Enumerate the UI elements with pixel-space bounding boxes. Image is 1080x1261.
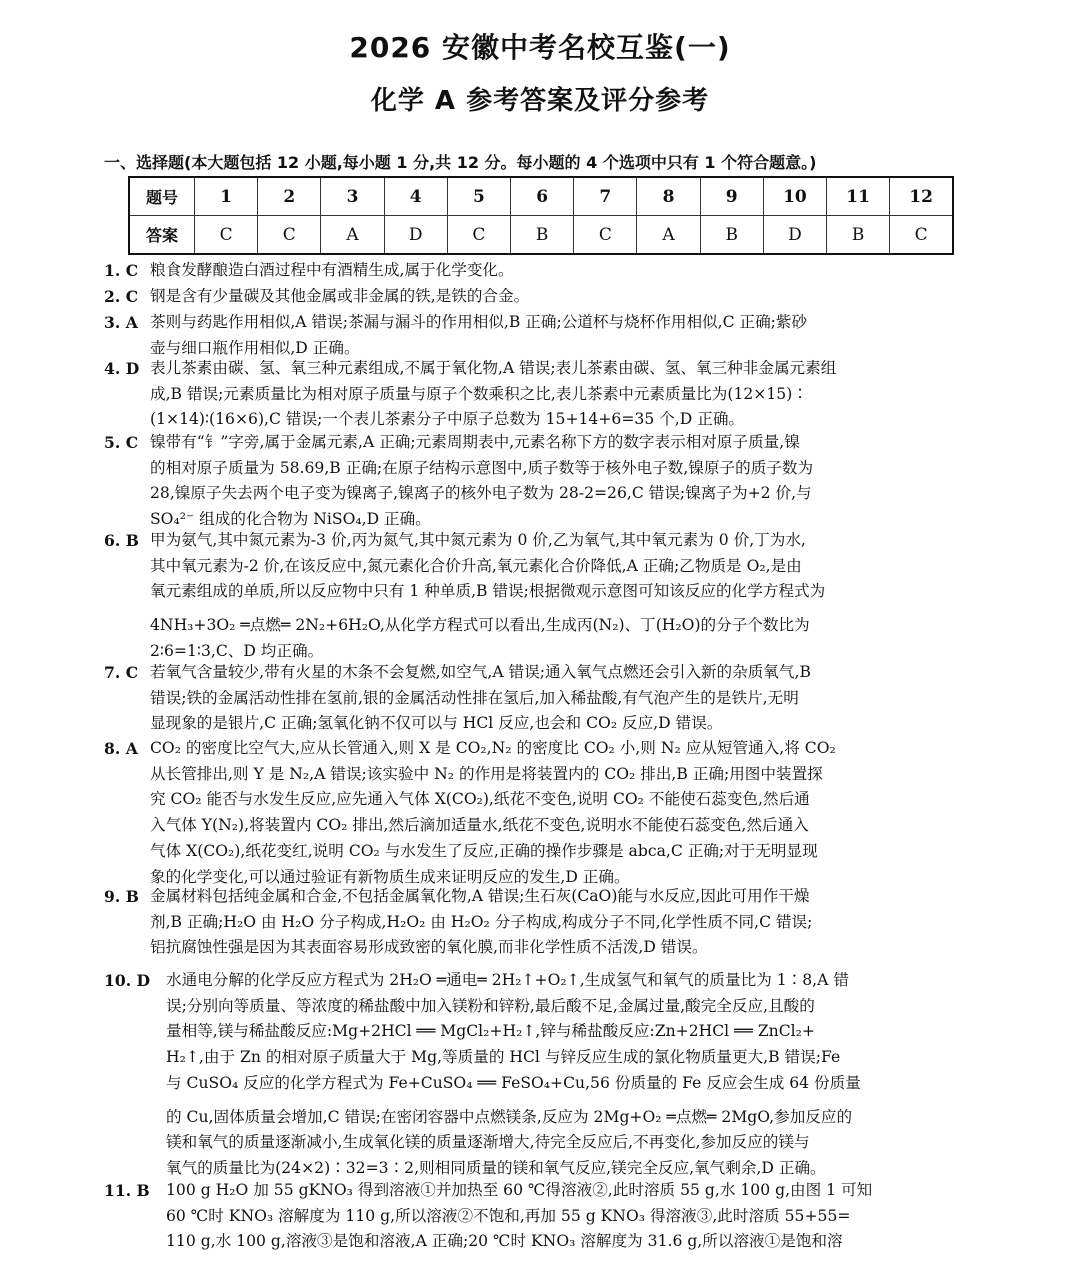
explanation-line: 28,镍原子失去两个电子变为镍离子,镍离子的核外电子数为 28-2=26,C 错误;镍离子为+2 价,与	[150, 484, 812, 503]
answer-cell: D	[384, 216, 447, 255]
question-number: 1	[195, 177, 258, 216]
question-number: 2	[258, 177, 321, 216]
explanation-number: 5. C	[104, 433, 139, 452]
explanation-line: 甲为氨气,其中氮元素为-3 价,丙为氮气,其中氮元素为 0 价,乙为氧气,其中氧元素为 0 价,丁为水,	[150, 531, 806, 549]
answer-cell: B	[827, 216, 890, 255]
explanation-line: 水通电分解的化学反应方程式为 2H₂O ═通电═ 2H₂↑+O₂↑,生成氢气和氧气的质量比为 1∶8,A 错	[166, 971, 849, 989]
explanation-line: 误;分别向等质量、等浓度的稀盐酸中加入镁粉和锌粉,最后酸不足,金属过量,酸完全反应,且酸的	[166, 996, 815, 1015]
explanation-line: 壶与细口瓶作用相似,D 正确。	[150, 338, 360, 357]
explanation-line: 氧元素组成的单质,所以反应物中只有 1 种单质,B 错误;根据微观示意图可知该反应的化学方程式为	[150, 582, 826, 601]
question-number: 12	[890, 177, 953, 216]
explanation-number: 3. A	[104, 313, 138, 332]
answer-cell: C	[258, 216, 321, 255]
answer-cell: B	[511, 216, 574, 255]
explanation-number: 2. C	[104, 287, 139, 306]
explanation-line: 氧气的质量比为(24×2)∶32=3∶2,则相同质量的镁和氧气反应,镁完全反应,氧气剩余,D 正确。	[166, 1158, 826, 1177]
explanation-line: 象的化学变化,可以通过验证有新物质生成来证明反应的发生,D 正确。	[150, 867, 630, 886]
document-subtitle: 化学 A 参考答案及评分参考	[370, 86, 710, 116]
explanation-line: 粮食发酵酿造白酒过程中有酒精生成,属于化学变化。	[150, 261, 514, 279]
explanation-line: 100 g H₂O 加 55 gKNO₃ 得到溶液①并加热至 60 ℃得溶液②,此时溶质 55 g,水 100 g,由图 1 可知	[166, 1181, 873, 1199]
question-number: 9	[700, 177, 763, 216]
explanation-line: 其中氧元素为-2 价,在该反应中,氮元素化合价升高,氧元素化合价降低,A 正确;乙物质是 O₂,是由	[150, 556, 802, 575]
answer-cell: C	[195, 216, 258, 255]
answer-cell: C	[447, 216, 510, 255]
explanation-number: 7. C	[104, 663, 139, 682]
question-number: 11	[827, 177, 890, 216]
explanation-line: (1×14)∶(16×6),C 错误;一个表儿茶素分子中原子总数为 15+14+6=35 个,D 正确。	[150, 410, 745, 429]
question-number: 3	[321, 177, 384, 216]
question-number: 7	[574, 177, 637, 216]
explanation-line: 错误;铁的金属活动性排在氢前,银的金属活动性排在氢后,加入稀盐酸,有气泡产生的是铁片,无明	[150, 688, 799, 707]
explanation-number: 1. C	[104, 261, 139, 280]
answer-cell: D	[763, 216, 826, 255]
answer-cell: C	[574, 216, 637, 255]
explanation-line: H₂↑,由于 Zn 的相对原子质量大于 Mg,等质量的 HCl 与锌反应生成的氯化物质量更大,B 错误;Fe	[166, 1048, 841, 1067]
explanation-number: 10. D	[104, 971, 151, 990]
explanation-line: 2∶6=1∶3,C、D 均正确。	[150, 641, 324, 660]
explanation-number: 11. B	[104, 1181, 150, 1200]
explanation-line: 与 CuSO₄ 反应的化学方程式为 Fe+CuSO₄ ══ FeSO₄+Cu,56 份质量的 Fe 反应会生成 64 份质量	[166, 1073, 861, 1092]
row-label-number: 题号	[129, 177, 195, 216]
explanation-line: 量相等,镁与稀盐酸反应:Mg+2HCl ══ MgCl₂+H₂↑,锌与稀盐酸反应:Zn+2HCl ══ ZnCl₂+	[166, 1022, 815, 1041]
explanation-line: 镍带有“钅”字旁,属于金属元素,A 正确;元素周期表中,元素名称下方的数字表示相对原子质量,镍	[150, 433, 800, 451]
explanation-line: 剂,B 正确;H₂O 由 H₂O 分子构成,H₂O₂ 由 H₂O₂ 分子构成,构成分子不同,化学性质不同,C 错误;	[150, 912, 813, 931]
explanation-line: 金属材料包括纯金属和合金,不包括金属氧化物,A 错误;生石灰(CaO)能与水反应,因此可用作干燥	[150, 887, 810, 905]
explanation-number: 8. A	[104, 739, 138, 758]
row-label-answer: 答案	[129, 216, 195, 255]
explanation-line: 究 CO₂ 能否与水发生反应,应先通入气体 X(CO₂),纸花不变色,说明 CO₂ 不能使石蕊变色,然后通	[150, 790, 810, 809]
answer-cell: B	[700, 216, 763, 255]
explanation-line: 入气体 Y(N₂),将装置内 CO₂ 排出,然后滴加适量水,纸花不变色,说明水不能使石蕊变色,然后通入	[150, 816, 809, 835]
explanation-line: 茶则与药匙作用相似,A 错误;茶漏与漏斗的作用相似,B 正确;公道杯与烧杯作用相似,C 正确;紫砂	[150, 313, 808, 331]
answer-table-answer-row	[129, 216, 953, 255]
explanation-number: 6. B	[104, 531, 139, 550]
explanation-line: 4NH₃+3O₂ ═点燃═ 2N₂+6H₂O,从化学方程式可以看出,生成丙(N₂)、丁(H₂O)的分子个数比为	[150, 616, 810, 635]
question-number: 5	[447, 177, 510, 216]
explanation-line: 表儿茶素由碳、氢、氧三种元素组成,不属于氧化物,A 错误;表儿茶素由碳、氢、氧三种非金属元素组	[150, 359, 837, 377]
question-number: 4	[384, 177, 447, 216]
explanation-line: 气体 X(CO₂),纸花变红,说明 CO₂ 与水发生了反应,正确的操作步骤是 abca,C 正确;对于无明显现	[150, 841, 818, 860]
explanation-line: 的 Cu,固体质量会增加,C 错误;在密闭容器中点燃镁条,反应为 2Mg+O₂ ═点燃═ 2MgO,参加反应的	[166, 1107, 853, 1126]
answer-table	[128, 176, 954, 255]
explanation-line: 显现象的是银片,C 正确;氢氧化钠不仅可以与 HCl 反应,也会和 CO₂ 反应,D 错误。	[150, 714, 723, 733]
explanation-line: 若氧气含量较少,带有火星的木条不会复燃,如空气,A 错误;通入氧气点燃还会引入新的杂质氧气,B	[150, 663, 811, 681]
explanation-number: 4. D	[104, 359, 140, 378]
explanation-line: 从长管排出,则 Y 是 N₂,A 错误;该实验中 N₂ 的作用是将装置内的 CO₂ 排出,B 正确;用图中装置探	[150, 764, 823, 783]
question-number: 10	[763, 177, 826, 216]
explanation-line: 成,B 错误;元素质量比为相对原子质量与原子个数乘积之比,表儿茶素中元素质量比为(12×15)∶	[150, 384, 808, 403]
section-heading: 一、选择题(本大题包括 12 小题,每小题 1 分,共 12 分。每小题的 4 个选项中只有 1 个符合题意。)	[104, 153, 817, 172]
explanation-number: 9. B	[104, 887, 139, 906]
question-number: 8	[637, 177, 700, 216]
explanation-line: 的相对原子质量为 58.69,B 正确;在原子结构示意图中,质子数等于核外电子数,镍原子的质子数为	[150, 458, 814, 477]
answer-table-number-row	[129, 177, 953, 216]
explanation-line: 铝抗腐蚀性强是因为其表面容易形成致密的氧化膜,而非化学性质不活泼,D 错误。	[150, 938, 708, 957]
explanation-line: 110 g,水 100 g,溶液③是饱和溶液,A 正确;20 ℃时 KNO₃ 溶解度为 31.6 g,所以溶液①是饱和溶	[166, 1232, 843, 1251]
explanation-line: 60 ℃时 KNO₃ 溶解度为 110 g,所以溶液②不饱和,再加 55 g KNO₃ 得溶液③,此时溶质 55+55=	[166, 1206, 851, 1225]
answer-cell: A	[637, 216, 700, 255]
explanation-line: SO₄²⁻ 组成的化合物为 NiSO₄,D 正确。	[150, 510, 431, 529]
document-title: 2026 安徽中考名校互鉴(一)	[349, 31, 731, 64]
answer-cell: C	[890, 216, 953, 255]
question-number: 6	[511, 177, 574, 216]
explanation-line: CO₂ 的密度比空气大,应从长管通入,则 X 是 CO₂,N₂ 的密度比 CO₂ 小,则 N₂ 应从短管通入,将 CO₂	[150, 739, 836, 757]
explanation-line: 钢是含有少量碳及其他金属或非金属的铁,是铁的合金。	[150, 287, 530, 305]
explanation-line: 镁和氧气的质量逐渐减小,生成氧化镁的质量逐渐增大,待完全反应后,不再变化,参加反应的镁与	[166, 1133, 810, 1152]
answer-cell: A	[321, 216, 384, 255]
